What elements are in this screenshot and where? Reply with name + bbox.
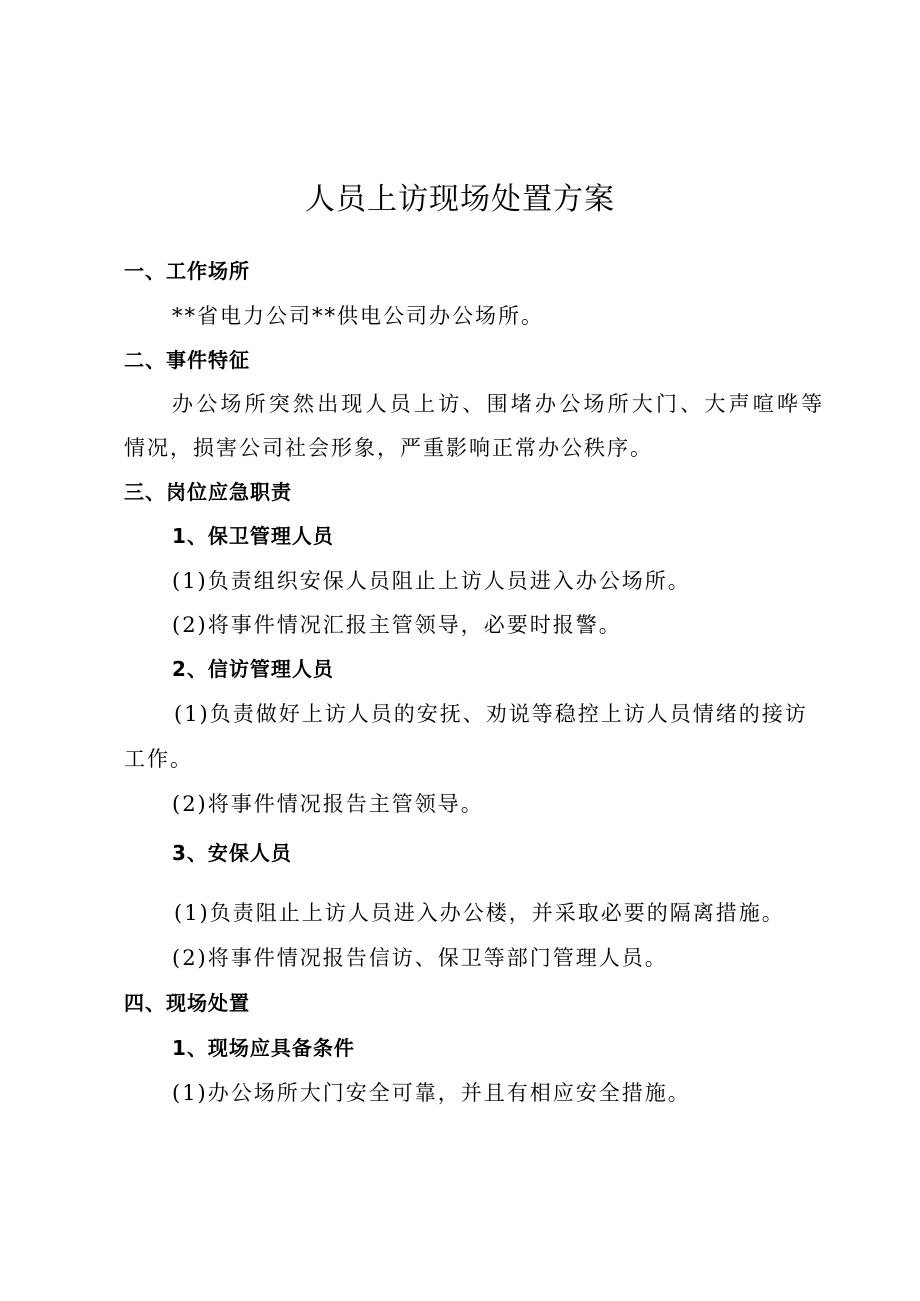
paragraph-line: (2)将事件情况汇报主管领导，必要时报警。 (172, 613, 622, 637)
subsection-heading-petition-managers: 2、信访管理人员 (172, 657, 334, 681)
paragraph-line: 情况，损害公司社会形象，严重影响正常办公秩序。 (124, 436, 653, 460)
section-heading-onsite-handling: 四、现场处置 (124, 991, 250, 1015)
paragraph-line: **省电力公司**供电公司办公场所。 (172, 304, 544, 328)
paragraph-line: (1)负责组织安保人员阻止上访人员进入办公场所。 (172, 569, 691, 593)
subsection-heading-security-staff: 3、安保人员 (172, 841, 292, 865)
paragraph-line: 办公场所突然出现人员上访、围堵办公场所大门、大声喧哗等 (172, 392, 826, 416)
section-heading-workplace: 一、工作场所 (124, 259, 250, 283)
page-title: 人员上访现场处置方案 (305, 182, 615, 217)
paragraph-line: (2)将事件情况报告信访、保卫等部门管理人员。 (172, 946, 668, 970)
paragraph-line: (2)将事件情况报告主管领导。 (172, 792, 484, 816)
subsection-heading-security-managers: 1、保卫管理人员 (172, 524, 334, 548)
subsection-heading-required-conditions: 1、现场应具备条件 (172, 1036, 355, 1060)
paragraph-line: (1)办公场所大门安全可靠，并且有相应安全措施。 (172, 1081, 691, 1105)
paragraph-line: (1)负责做好上访人员的安抚、劝说等稳控上访人员情绪的接访 (174, 702, 808, 726)
paragraph-line: (1)负责阻止上访人员进入办公楼，并采取必要的隔离措施。 (174, 901, 785, 925)
section-heading-event-features: 二、事件特征 (124, 348, 250, 372)
section-heading-duties: 三、岗位应急职责 (124, 480, 292, 504)
paragraph-line: 工作。 (124, 747, 193, 771)
